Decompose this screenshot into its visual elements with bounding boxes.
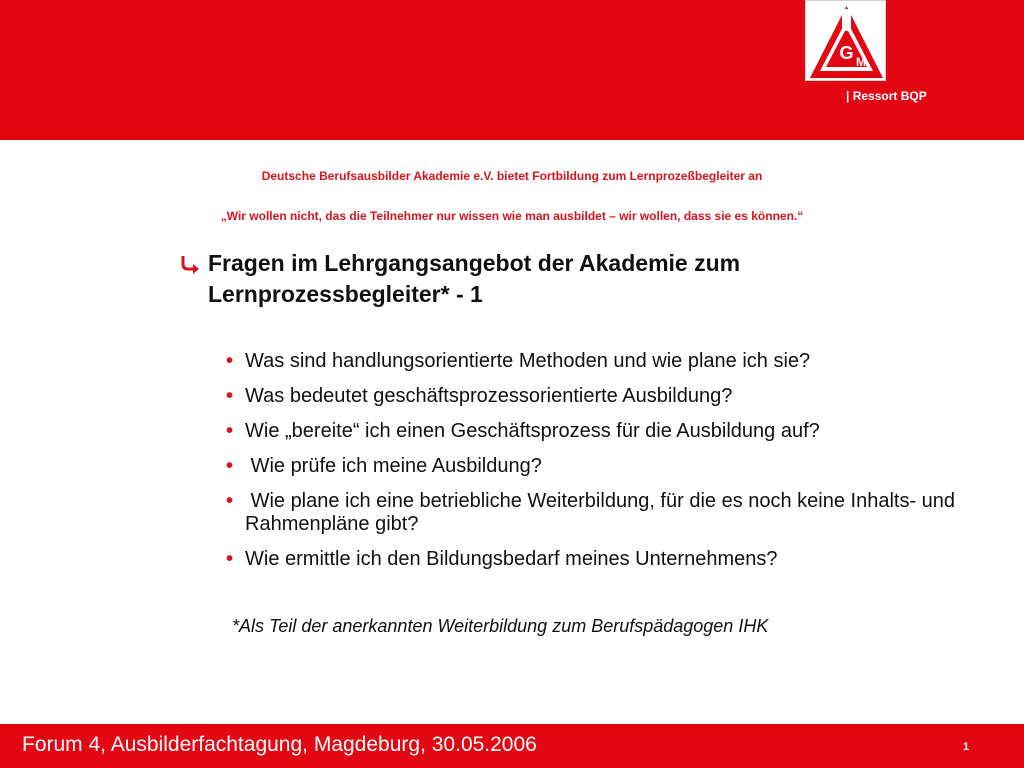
list-item	[224, 455, 964, 478]
list-item-text: Was bedeutet geschäftsprozessorientierte Ausbildung?	[245, 385, 733, 407]
subtitle-line-1: Deutsche Berufsausbilder Akademie e.V. bietet Fortbildung zum Lernprozeßbegleiter an	[261, 169, 763, 183]
list-item-text: Was sind handlungsorientierte Methoden und wie plane ich sie?	[245, 350, 811, 372]
list-item	[224, 548, 964, 571]
section-heading-text: Fragen im Lehrgangsangebot der Akademie zum Lernprozessbegleiter* - 1	[208, 250, 741, 307]
ressort-label: | Ressort BQP	[846, 89, 927, 103]
svg-text:M: M	[856, 55, 866, 69]
list-item-text: Wie „bereite“ ich einen Geschäftsprozess für die Ausbildung auf?	[245, 420, 820, 442]
section-heading	[178, 248, 858, 310]
question-list	[224, 350, 964, 583]
list-item	[224, 490, 964, 536]
list-item	[224, 385, 964, 408]
list-item	[224, 350, 964, 373]
bullet-icon: •	[226, 385, 234, 407]
footnote: *Als Teil der anerkannten Weiterbildung zum Berufspädagogen IHK	[232, 616, 769, 636]
curved-arrow-icon	[178, 252, 200, 274]
logo-triangle-icon	[806, 1, 887, 82]
bullet-icon: •	[226, 455, 234, 477]
igm-logo	[805, 0, 886, 81]
bullet-icon: •	[226, 350, 234, 372]
list-item-text: Wie plane ich eine betriebliche Weiterbildung, für die es noch keine Inhalts- und Rahmenpläne gibt?	[245, 490, 961, 535]
subtitle-line-2: „Wir wollen nicht, das die Teilnehmer nur wissen wie man ausbildet – wir wollen, dass sie es können.“	[220, 209, 804, 223]
bullet-icon: •	[226, 548, 234, 570]
bullet-icon: •	[226, 420, 234, 442]
footer-text: Forum 4, Ausbilderfachtagung, Magdeburg, 30.05.2006	[22, 733, 537, 756]
svg-text:G: G	[839, 43, 854, 63]
list-item	[224, 420, 964, 443]
bullet-icon: •	[226, 490, 234, 512]
list-item-text: Wie prüfe ich meine Ausbildung?	[245, 455, 542, 477]
list-item-text: Wie ermittle ich den Bildungsbedarf meines Unternehmens?	[245, 548, 778, 570]
page-number: 1	[963, 741, 970, 753]
